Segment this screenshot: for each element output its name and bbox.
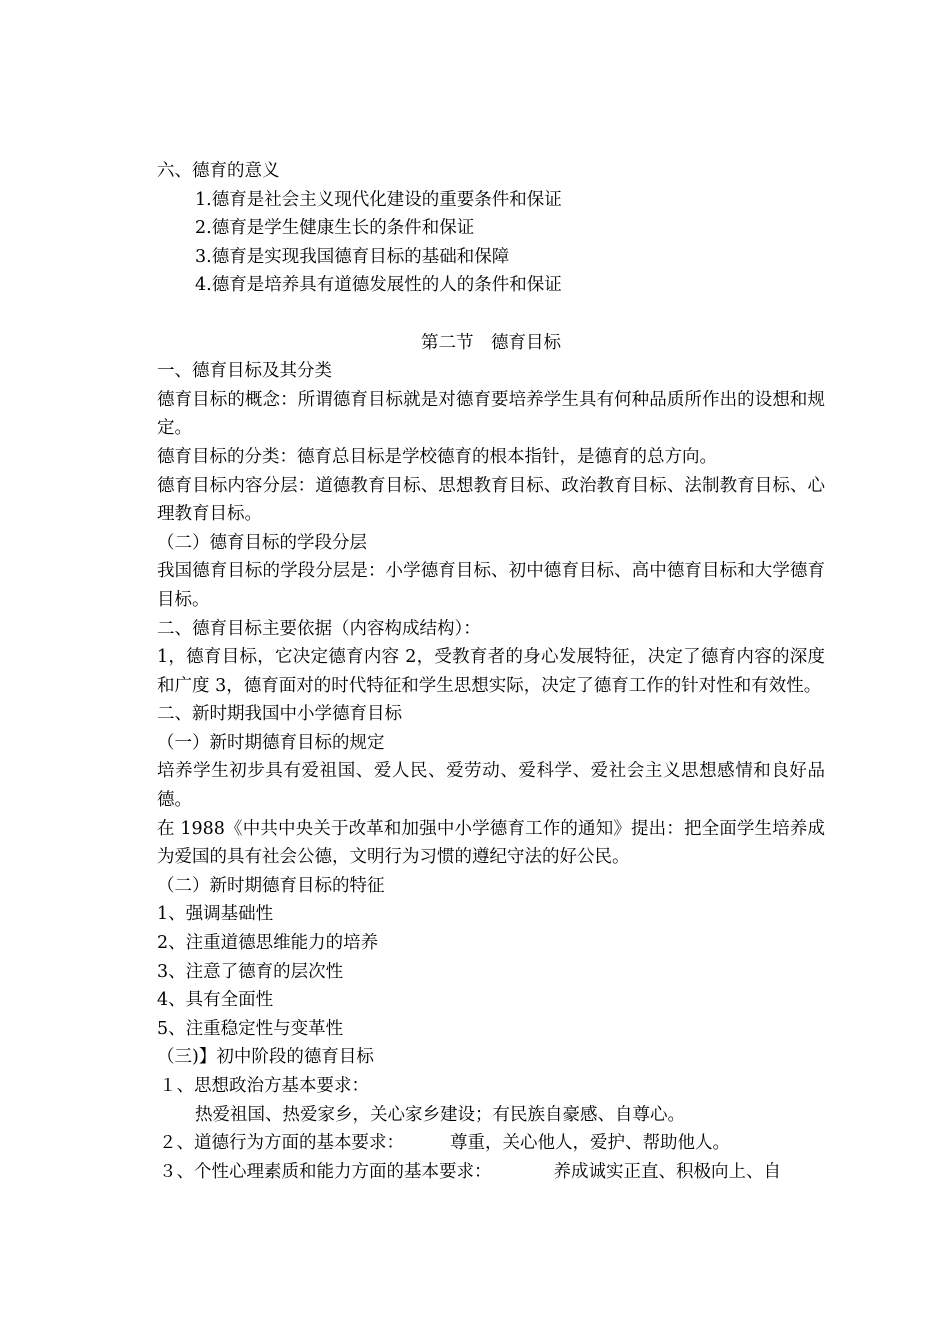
requirement-text: 尊重，关心他人，爱护、帮助他人。 bbox=[450, 1133, 730, 1154]
list-item: 1.德育是社会主义现代化建设的重要条件和保证 bbox=[195, 189, 562, 210]
subheading-new-era-rules: （一）新时期德育目标的规定 bbox=[157, 732, 385, 753]
paragraph-goal-basis: 1，德育目标，它决定德育内容 2，受教育者的身心发展特征，决定了德育内容的深度和广度 3，德育面对的时代特征和学生思想实际，决定了德育工作的针对性和有效性。 bbox=[157, 647, 825, 696]
requirement-text: 养成诚实正直、积极向上、自 bbox=[553, 1161, 781, 1182]
requirement-text: 热爱祖国、热爱家乡，关心家乡建设；有民族自豪感、自尊心。 bbox=[195, 1104, 685, 1125]
requirement-row bbox=[157, 1129, 825, 1158]
requirement-label: １、思想政治方基本要求： bbox=[159, 1076, 369, 1096]
paragraph-content-layers: 德育目标内容分层：道德教育目标、思想教育目标、政治教育目标、法制教育目标、心理教育目标。 bbox=[157, 475, 825, 525]
paragraph-new-era-rules-1: 培养学生初步具有爱祖国、爱人民、爱劳动、爱科学、爱社会主义思想感情和良好品德。 bbox=[157, 761, 825, 811]
paragraph-goal-concept: 德育目标的概念：所谓德育目标就是对德育要培养学生具有何种品质所作出的设想和规定。 bbox=[157, 389, 825, 439]
heading-new-era-goals: 二、新时期我国中小学德育目标 bbox=[157, 704, 402, 725]
paragraph-new-era-rules-2: 在 1988《中共中央关于改革和加强中小学德育工作的通知》提出：把全面学生培养成为爱国的具有社会公德，文明行为习惯的遵纪守法的好公民。 bbox=[157, 818, 825, 868]
document-body bbox=[157, 157, 825, 1186]
requirement-row bbox=[157, 1158, 825, 1187]
subheading-new-era-features: （二）新时期德育目标的特征 bbox=[157, 875, 385, 896]
requirement-label: ３、个性心理素质和能力方面的基本要求： bbox=[159, 1161, 492, 1182]
subheading-junior-high-goals: （三)】初中阶段的德育目标 bbox=[157, 1047, 374, 1068]
list-item: 3、注意了德育的层次性 bbox=[157, 961, 344, 982]
section-title: 第二节 德育目标 bbox=[421, 332, 561, 353]
heading-goal-classification: 一、德育目标及其分类 bbox=[157, 361, 332, 382]
paragraph-goal-classification: 德育目标的分类：德育总目标是学校德育的根本指针，是德育的总方向。 bbox=[157, 446, 717, 467]
heading-goal-basis: 二、德育目标主要依据（内容构成结构）： bbox=[157, 618, 481, 639]
subheading-stage-layers: （二）德育目标的学段分层 bbox=[157, 532, 367, 553]
list-item: 2.德育是学生健康生长的条件和保证 bbox=[195, 218, 475, 239]
paragraph-stage-layers: 我国德育目标的学段分层是：小学德育目标、初中德育目标、高中德育目标和大学德育目标。 bbox=[157, 561, 825, 610]
list-item: 5、注重稳定性与变革性 bbox=[157, 1018, 344, 1039]
list-item: 4.德育是培养具有道德发展性的人的条件和保证 bbox=[195, 275, 562, 296]
list-item: 3.德育是实现我国德育目标的基础和保障 bbox=[195, 246, 510, 267]
list-item: 4、具有全面性 bbox=[157, 990, 274, 1011]
requirement-label: ２、道德行为方面的基本要求： bbox=[159, 1133, 404, 1154]
list-item: 1、强调基础性 bbox=[157, 904, 274, 925]
list-item: 2、注重道德思维能力的培养 bbox=[157, 933, 379, 954]
spacer bbox=[157, 300, 825, 329]
section-heading-significance: 六、德育的意义 bbox=[157, 161, 280, 181]
